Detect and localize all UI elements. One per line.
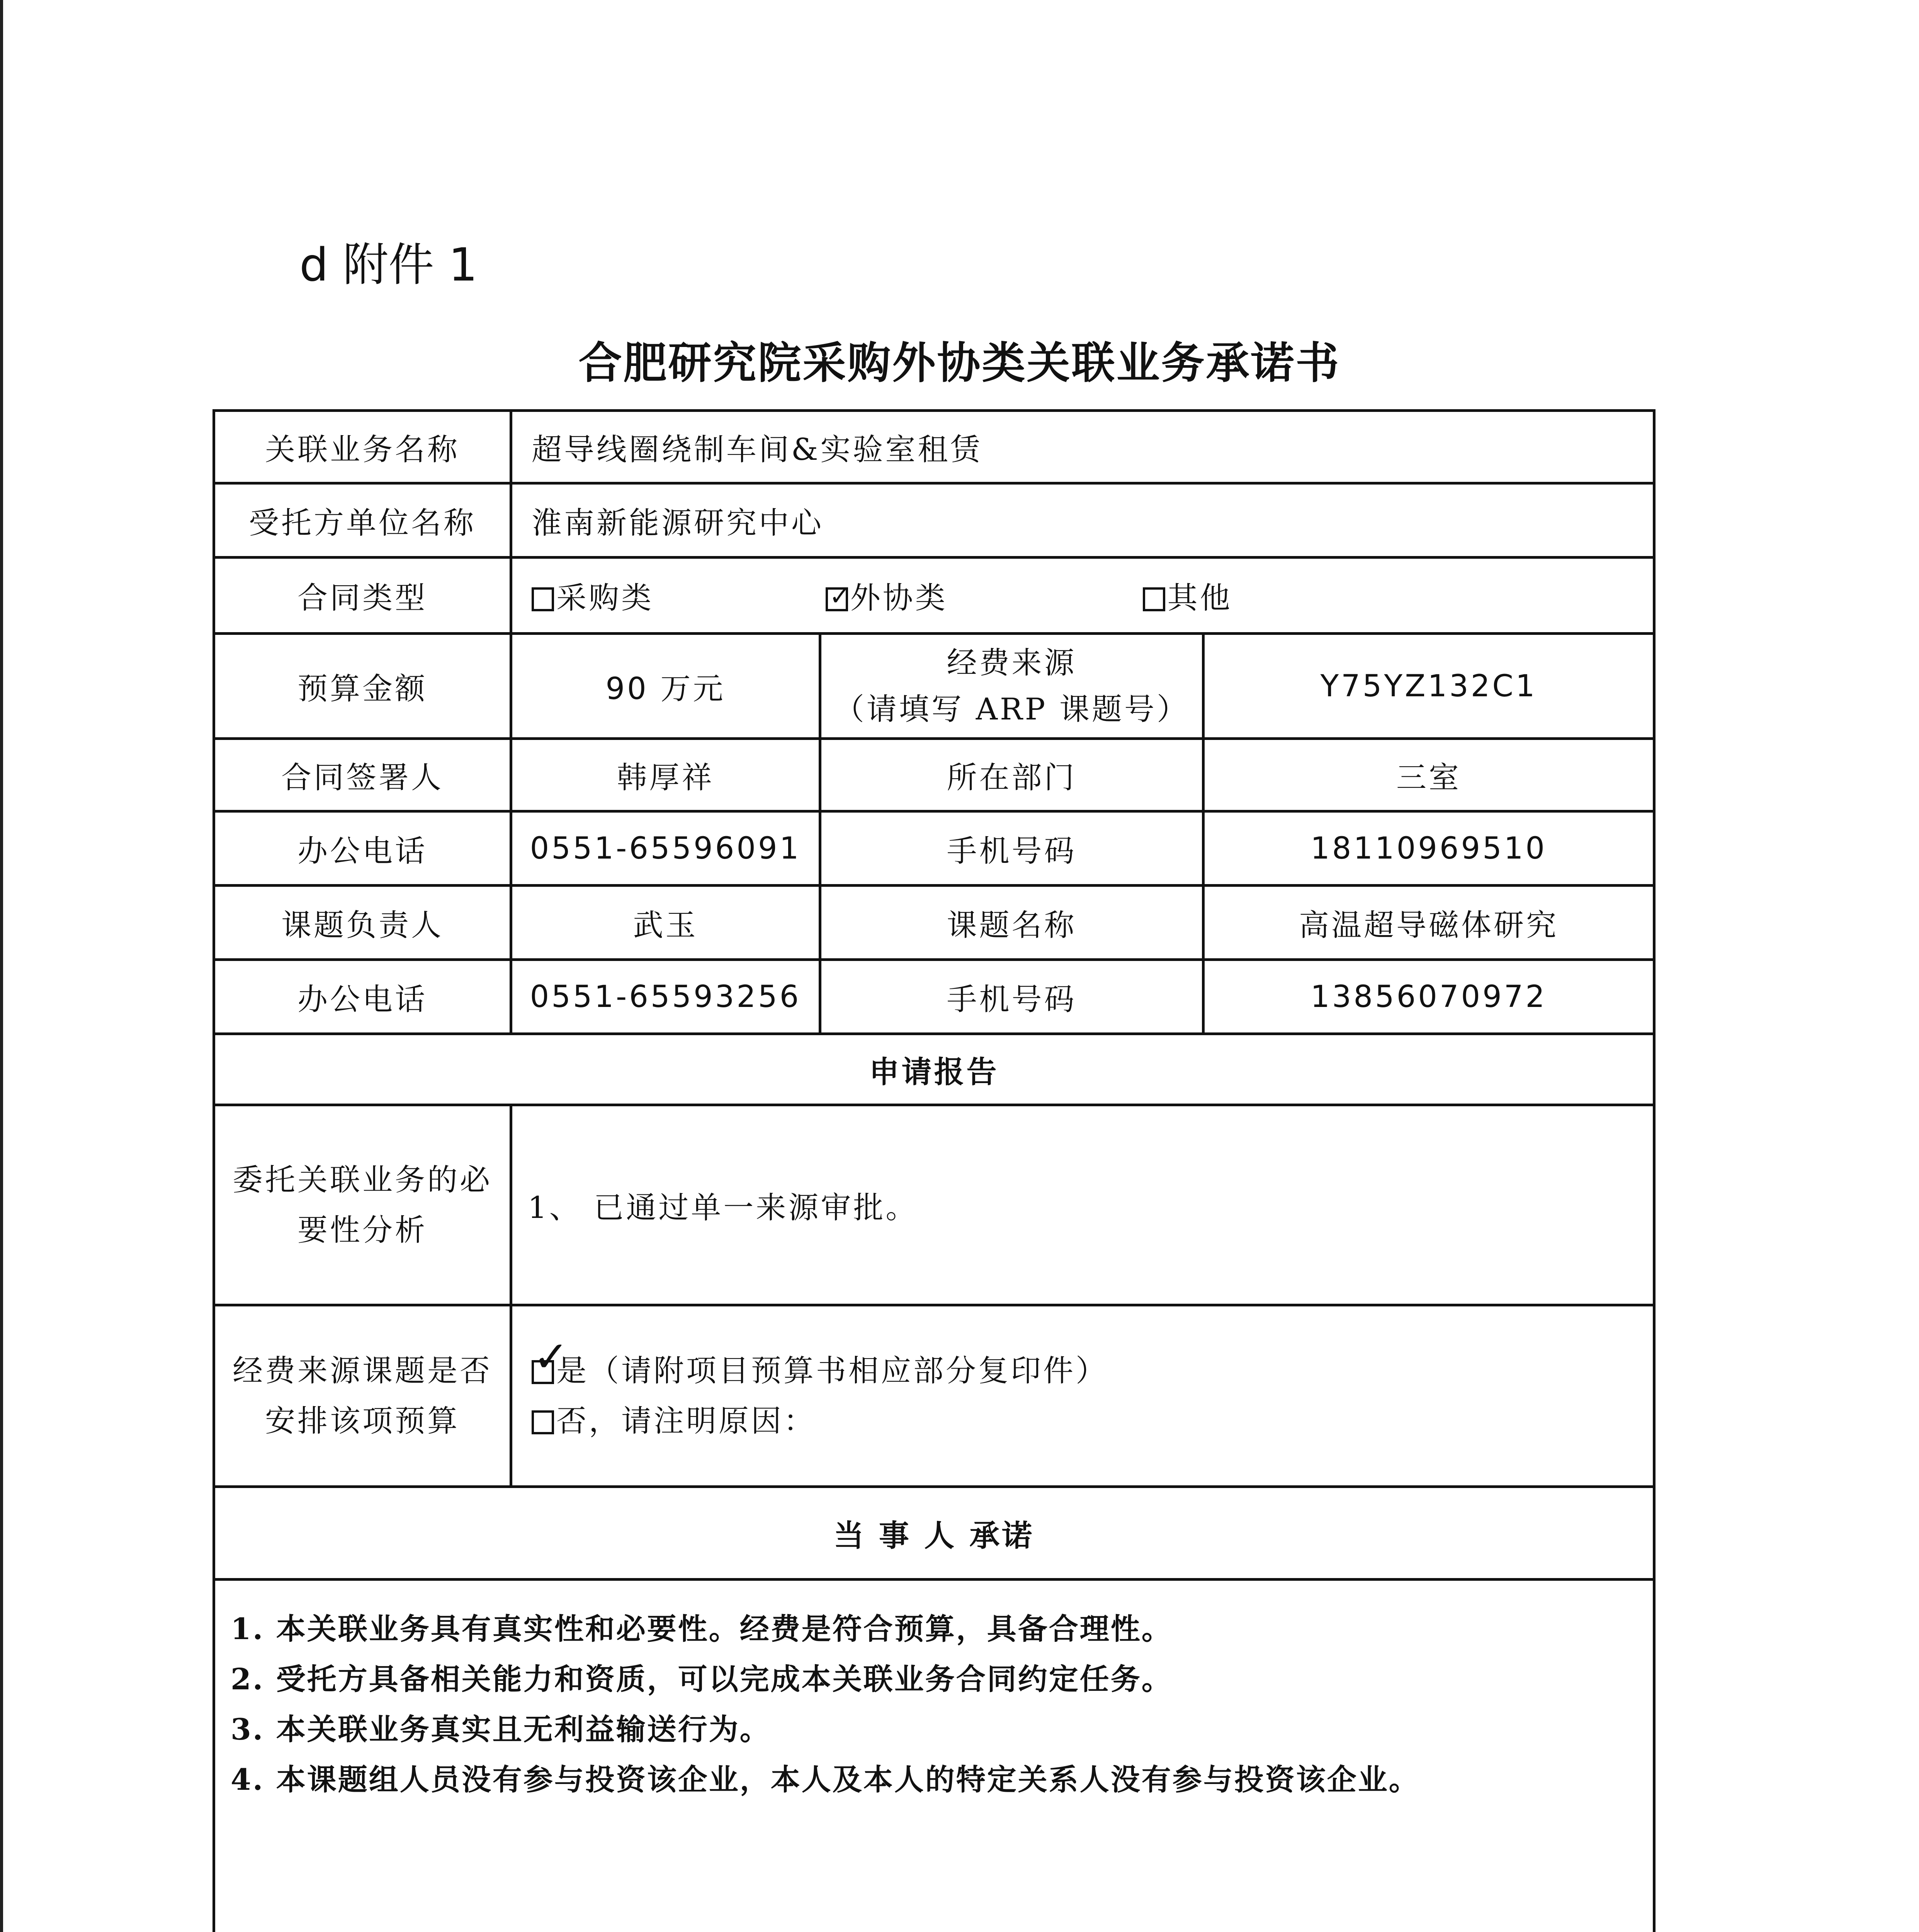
row-budget-arranged <box>214 1305 1654 1487</box>
project-leader-value: 武玉 <box>511 886 820 960</box>
funding-source-label-line2: （请填写 ARP 课题号） <box>834 692 1190 727</box>
commitment-heading: 当 事 人 承诺 <box>214 1487 1654 1580</box>
row-commitment-heading <box>214 1487 1654 1580</box>
option-yes-label: 是（请附项目预算书相应部分复印件） <box>556 1353 1108 1388</box>
contract-type-options <box>511 558 1654 634</box>
row-business-name <box>214 411 1654 483</box>
scan-edge <box>0 0 3 1932</box>
budget-value: 90 万元 <box>511 634 820 739</box>
row-budget <box>214 634 1654 739</box>
checkbox-yes[interactable] <box>532 1332 571 1384</box>
business-name-value: 超导线圈绕制车间&实验室租赁 <box>511 411 1654 483</box>
option-other[interactable] <box>1143 574 1232 617</box>
leader-mobile-value: 13856070972 <box>1203 960 1654 1034</box>
commitment-list <box>231 1604 1420 1805</box>
row-project-leader <box>214 886 1654 960</box>
funding-source-value: Y75YZ132C1 <box>1203 634 1654 739</box>
row-commitment-body <box>214 1580 1654 1932</box>
row-trustee-name <box>214 483 1654 558</box>
row-application-report-heading <box>214 1034 1654 1105</box>
leader-office-phone-label: 办公电话 <box>214 960 511 1034</box>
commitment-item: 2. 受托方具备相关能力和资质，可以完成本关联业务合同约定任务。 <box>231 1662 1173 1696</box>
row-necessity <box>214 1105 1654 1305</box>
funding-source-label-line1: 经费来源 <box>947 645 1077 680</box>
option-no-label: 否，请注明原因： <box>556 1403 816 1439</box>
trustee-name-value: 淮南新能源研究中心 <box>511 483 1654 558</box>
necessity-label-line2: 要性分析 <box>297 1213 427 1248</box>
option-other-label: 其他 <box>1167 581 1232 616</box>
project-name-label: 课题名称 <box>820 886 1203 960</box>
department-label: 所在部门 <box>820 739 1203 811</box>
application-report-heading: 申请报告 <box>214 1034 1654 1105</box>
row-contract-type <box>214 558 1654 634</box>
row-leader-phones <box>214 960 1654 1034</box>
row-signer-phones <box>214 811 1654 886</box>
budget-arranged-label <box>214 1305 511 1487</box>
department-value: 三室 <box>1203 739 1654 811</box>
funding-source-label <box>820 634 1203 739</box>
business-name-label: 关联业务名称 <box>214 411 511 483</box>
necessity-label <box>214 1105 511 1305</box>
option-procurement-label: 采购类 <box>556 581 654 616</box>
option-procurement[interactable] <box>532 574 814 617</box>
checkbox-no[interactable] <box>532 1410 554 1434</box>
commitment-item: 4. 本课题组人员没有参与投资该企业，本人及本人的特定关系人没有参与投资该企业。 <box>231 1762 1420 1797</box>
document-title: 合肥研究院采购外协类关联业务承诺书 <box>578 338 1341 388</box>
commitment-item: 3. 本关联业务真实且无利益输送行为。 <box>231 1712 771 1747</box>
budget-arranged-label-line2: 安排该项预算 <box>265 1403 460 1439</box>
commitment-body <box>214 1580 1654 1932</box>
contract-signer-value: 韩厚祥 <box>511 739 820 811</box>
signer-office-phone-value: 0551-65596091 <box>511 811 820 886</box>
checkbox-procurement[interactable] <box>532 587 554 611</box>
signer-office-phone-label: 办公电话 <box>214 811 511 886</box>
attachment-label: d 附件 1 <box>299 238 478 291</box>
row-signer <box>214 739 1654 811</box>
option-outsourcing-label: 外协类 <box>850 581 948 616</box>
checkbox-outsourcing[interactable] <box>826 582 853 611</box>
commitment-item: 1. 本关联业务具有真实性和必要性。经费是符合预算，具备合理性。 <box>231 1612 1173 1646</box>
necessity-value: 1、 已通过单一来源审批。 <box>511 1105 1654 1305</box>
commitment-form-table <box>212 409 1656 1932</box>
option-no[interactable] <box>532 1396 1653 1446</box>
signer-mobile-label: 手机号码 <box>820 811 1203 886</box>
check-mark-icon: ✓ <box>829 582 853 611</box>
contract-signer-label: 合同签署人 <box>214 739 511 811</box>
leader-office-phone-value: 0551-65593256 <box>511 960 820 1034</box>
option-outsourcing[interactable] <box>826 574 1131 617</box>
trustee-name-label: 受托方单位名称 <box>214 483 511 558</box>
signer-mobile-value: 18110969510 <box>1203 811 1654 886</box>
contract-type-label: 合同类型 <box>214 558 511 634</box>
necessity-label-line1: 委托关联业务的必 <box>232 1162 492 1197</box>
project-leader-label: 课题负责人 <box>214 886 511 960</box>
project-name-value: 高温超导磁体研究 <box>1203 886 1654 960</box>
checkbox-other[interactable] <box>1143 587 1165 611</box>
option-yes[interactable] <box>532 1332 1653 1396</box>
budget-arranged-options <box>511 1305 1654 1487</box>
check-mark-icon: ✓ <box>533 1332 571 1381</box>
budget-label: 预算金额 <box>214 634 511 739</box>
leader-mobile-label: 手机号码 <box>820 960 1203 1034</box>
budget-arranged-label-line1: 经费来源课题是否 <box>232 1353 492 1388</box>
